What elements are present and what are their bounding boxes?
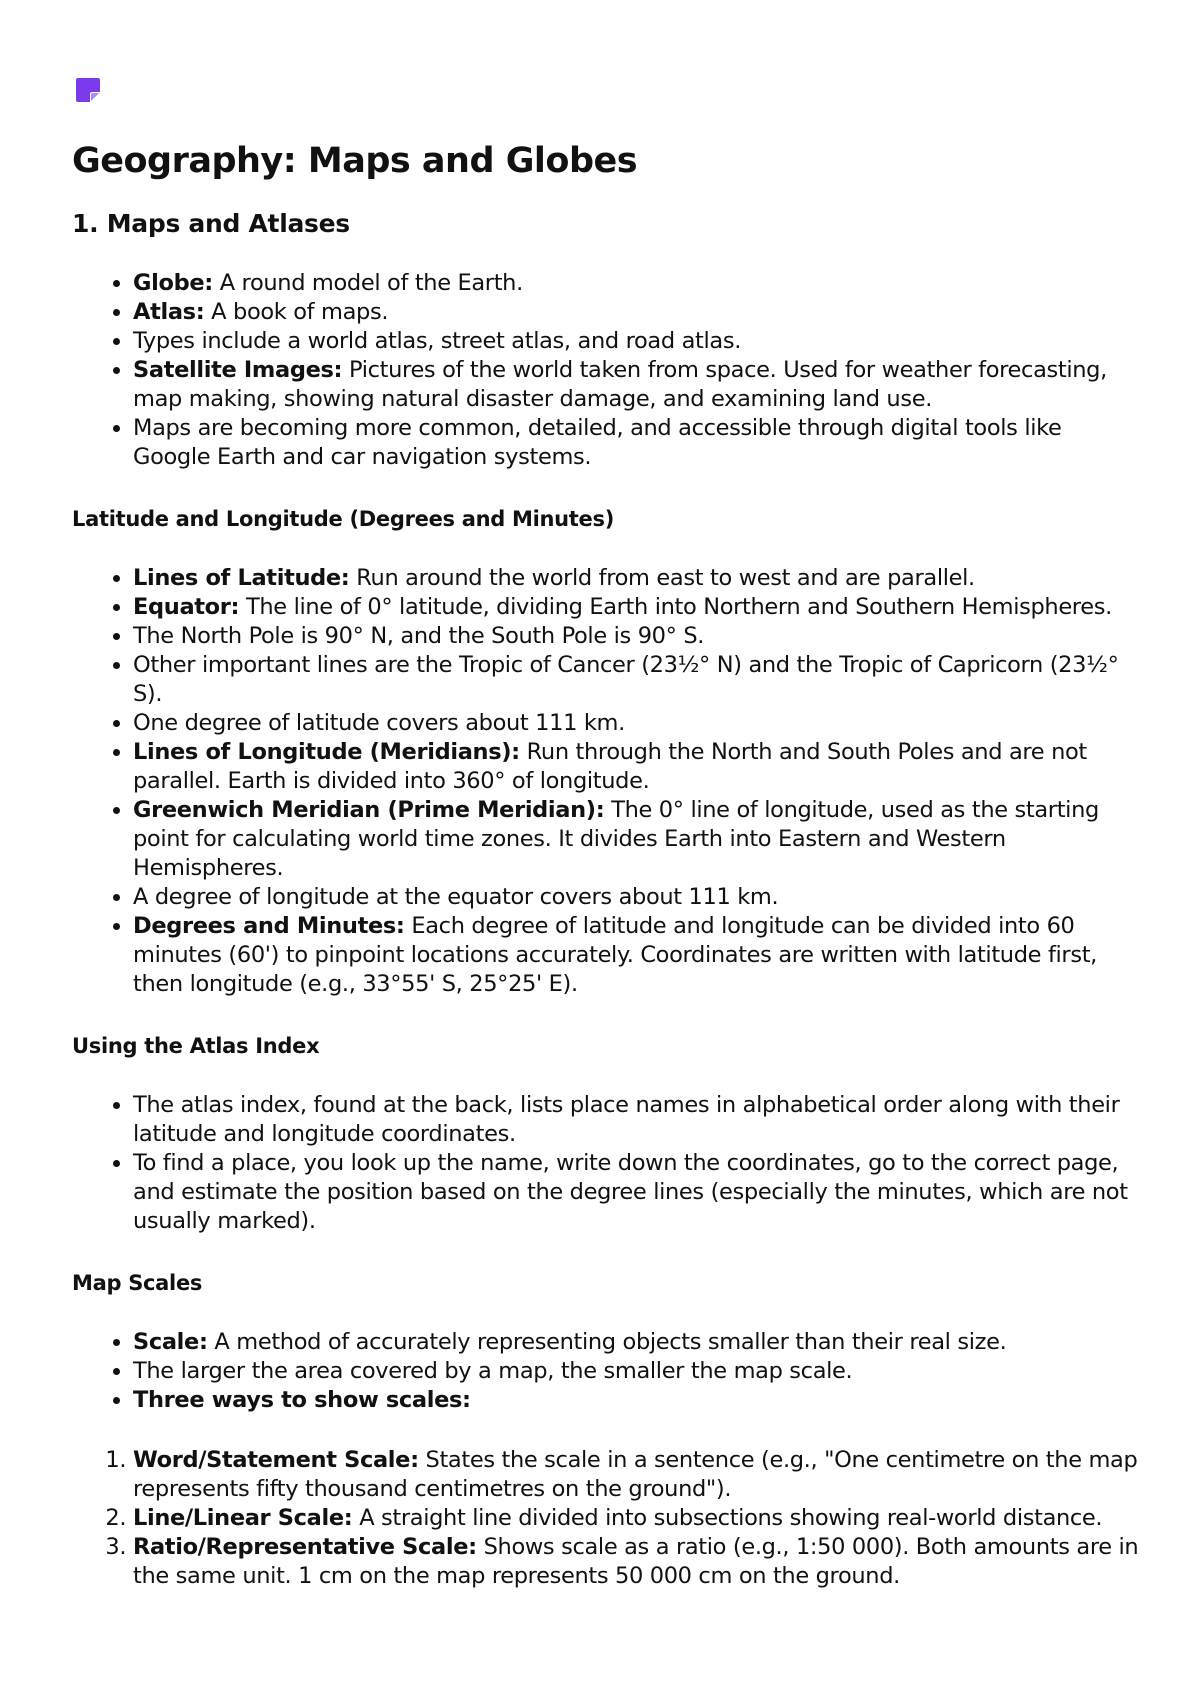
list-item: • Maps are becoming more common, detailed, and accessible through digital tools like Google Earth and car navigation systems. [133, 414, 1142, 472]
list-item: • Lines of Longitude (Meridians): Run through the North and South Poles and are not parallel. Earth is divided into 360° of longitude. [133, 738, 1142, 796]
list-item: 2. Line/Linear Scale: A straight line divided into subsections showing real-world distance. [133, 1504, 1142, 1533]
list-item: • Types include a world atlas, street atlas, and road atlas. [133, 327, 1142, 356]
list-item: • The atlas index, found at the back, lists place names in alphabetical order along with their latitude and longitude coordinates. [133, 1091, 1142, 1149]
note-icon [72, 74, 104, 106]
list-item: • Equator: The line of 0° latitude, dividing Earth into Northern and Southern Hemispheres. [133, 593, 1142, 622]
list-item: • A degree of longitude at the equator covers about 111 km. [133, 883, 1142, 912]
list-item: • Three ways to show scales: [133, 1386, 1142, 1415]
document-page [72, 74, 1142, 1591]
maps-atlases-list [72, 269, 1142, 472]
map-scales-list [72, 1328, 1142, 1415]
list-item: • The North Pole is 90° N, and the South Pole is 90° S. [133, 622, 1142, 651]
list-item: • One degree of latitude covers about 111 km. [133, 709, 1142, 738]
section-heading-maps-atlases: 1. Maps and Atlases [72, 209, 350, 238]
list-item: • Globe: A round model of the Earth. [133, 269, 1142, 298]
list-item: • Other important lines are the Tropic of Cancer (23½° N) and the Tropic of Capricorn (23½° S). [133, 651, 1142, 709]
section-heading-atlas-index: Using the Atlas Index [72, 1034, 320, 1058]
atlas-index-list [72, 1091, 1142, 1236]
scale-ways-list [72, 1446, 1142, 1591]
page-title: Geography: Maps and Globes [72, 141, 638, 181]
section-heading-latlong: Latitude and Longitude (Degrees and Minutes) [72, 507, 614, 531]
list-item: • Degrees and Minutes: Each degree of latitude and longitude can be divided into 60 minutes (60') to pinpoint locations accurately. Coordinates are written with latitude first, then longitude (e.g., 33°55' S, 25°25' E). [133, 912, 1142, 999]
section-heading-map-scales: Map Scales [72, 1271, 203, 1295]
list-item: • Lines of Latitude: Run around the world from east to west and are parallel. [133, 564, 1142, 593]
list-item: 3. Ratio/Representative Scale: Shows scale as a ratio (e.g., 1:50 000). Both amounts are in the same unit. 1 cm on the map represents 50 000 cm on the ground. [133, 1533, 1142, 1591]
list-item: • The larger the area covered by a map, the smaller the map scale. [133, 1357, 1142, 1386]
list-item: • Satellite Images: Pictures of the world taken from space. Used for weather forecasting, map making, showing natural disaster damage, and examining land use. [133, 356, 1142, 414]
list-item: • To find a place, you look up the name, write down the coordinates, go to the correct page, and estimate the position based on the degree lines (especially the minutes, which are not usually marked). [133, 1149, 1142, 1236]
list-item: • Scale: A method of accurately representing objects smaller than their real size. [133, 1328, 1142, 1357]
list-item: • Atlas: A book of maps. [133, 298, 1142, 327]
list-item: • Greenwich Meridian (Prime Meridian): The 0° line of longitude, used as the starting point for calculating world time zones. It divides Earth into Eastern and Western Hemispheres. [133, 796, 1142, 883]
list-item: 1. Word/Statement Scale: States the scale in a sentence (e.g., "One centimetre on the map represents fifty thousand centimetres on the ground"). [133, 1446, 1142, 1504]
latlong-list [72, 564, 1142, 999]
